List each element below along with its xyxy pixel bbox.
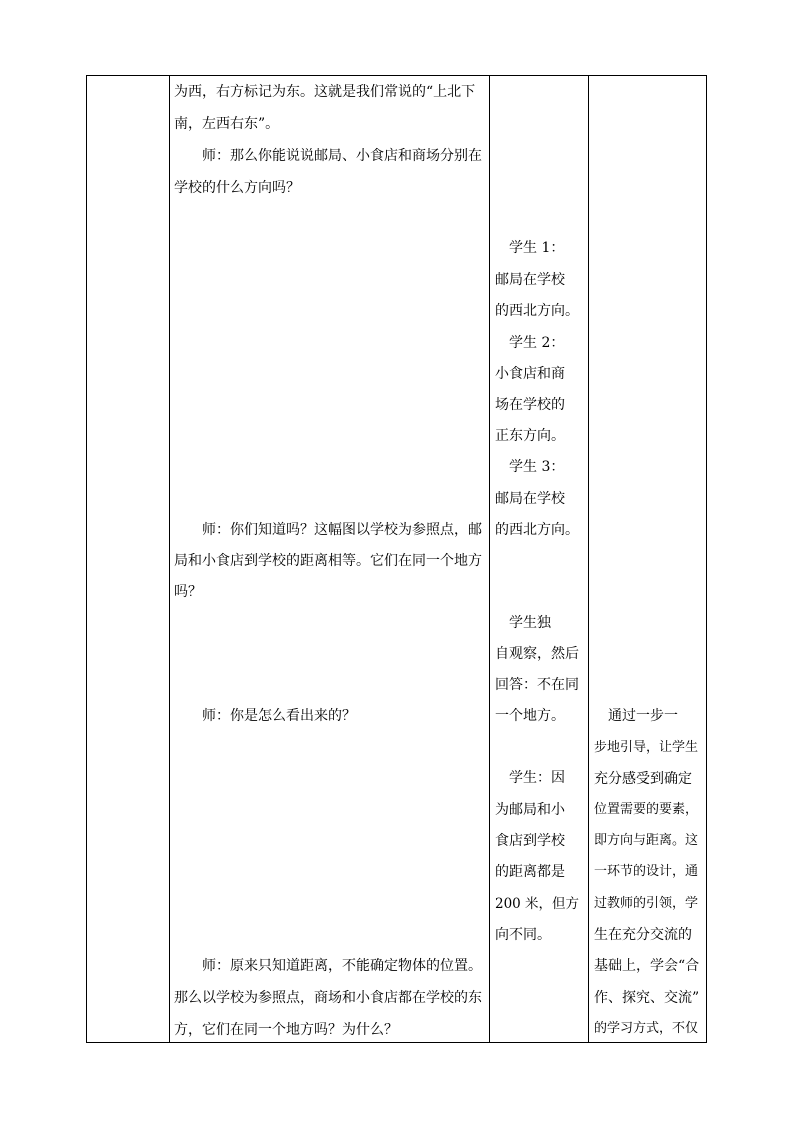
text-line: 生在充分交流的 bbox=[594, 927, 692, 943]
text-line: 正东方向。 bbox=[495, 428, 565, 444]
text-line: 师：你们知道吗？这幅图以学校为参照点，邮 bbox=[174, 522, 482, 538]
text-line: 方，它们在同一个地方吗？为什么？ bbox=[174, 1022, 398, 1038]
text-line: 南，左西右东”。 bbox=[174, 116, 280, 132]
text-line: 师：原来只知道距离，不能确定物体的位置。 bbox=[174, 958, 482, 974]
column-divider-3 bbox=[588, 76, 589, 1042]
text-line: 200 米，但方 bbox=[495, 896, 580, 912]
text-line: 学生 3： bbox=[495, 459, 565, 475]
text-line: 师：那么你能说说邮局、小食店和商场分别在 bbox=[174, 148, 482, 164]
text-line: 学生 1： bbox=[495, 240, 565, 256]
text-line: 局和小食店到学校的距离相等。它们在同一个地方 bbox=[174, 553, 482, 569]
text-line: 的西北方向。 bbox=[495, 522, 579, 538]
column-divider-1 bbox=[169, 76, 170, 1042]
text-line: 的学习方式，不仅 bbox=[594, 1021, 699, 1036]
text-line: 邮局在学校 bbox=[495, 491, 565, 507]
text-line: 学生独 bbox=[495, 615, 551, 631]
text-line: 邮局在学校 bbox=[495, 272, 565, 288]
text-line: 充分感受到确定 bbox=[594, 771, 692, 787]
text-line: 向不同。 bbox=[495, 927, 551, 943]
text-line: 为邮局和小 bbox=[495, 802, 565, 818]
text-line: 基础上，学会“合 bbox=[594, 958, 700, 974]
text-line: 食店到学校 bbox=[495, 833, 565, 849]
text-line: 位置需要的要素， bbox=[594, 802, 699, 817]
text-line: 一环节的设计，通 bbox=[594, 864, 699, 879]
text-line: 师：你是怎么看出来的？ bbox=[174, 708, 356, 724]
text-line: 的距离都是 bbox=[495, 864, 565, 880]
text-line: 回答：不在同 bbox=[495, 677, 579, 693]
text-line: 一个地方。 bbox=[495, 708, 565, 724]
text-line: 为西，右方标记为东。这就是我们常说的“上北下 bbox=[174, 84, 476, 100]
text-line: 吗？ bbox=[174, 584, 202, 600]
text-line: 学生 2： bbox=[495, 335, 565, 351]
column-divider-2 bbox=[489, 76, 490, 1042]
text-line: 过教师的引领，学 bbox=[594, 896, 699, 911]
text-line: 步地引导，让学生 bbox=[594, 740, 699, 755]
text-line: 的西北方向。 bbox=[495, 303, 579, 319]
text-line: 学校的什么方向吗？ bbox=[174, 180, 300, 196]
text-line: 学生：因 bbox=[495, 770, 565, 786]
text-line: 小食店和商 bbox=[495, 366, 565, 382]
text-line: 通过一步一 bbox=[594, 708, 678, 724]
text-line: 场在学校的 bbox=[495, 397, 565, 413]
text-line: 自观察，然后 bbox=[495, 646, 579, 662]
text-line: 即方向与距离。这 bbox=[594, 833, 699, 848]
text-line: 作、探究、交流” bbox=[594, 990, 700, 1006]
text-line: 那么以学校为参照点，商场和小食店都在学校的东 bbox=[174, 990, 482, 1006]
